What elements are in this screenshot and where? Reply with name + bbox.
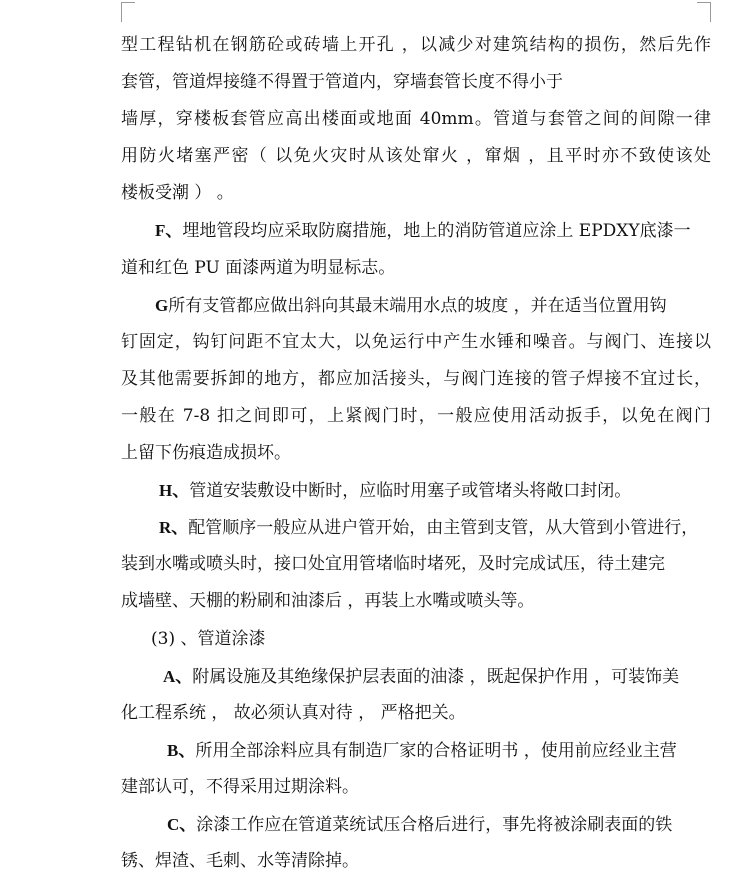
- section-heading: (3) 、管道涂漆: [151, 628, 266, 649]
- item-label-r: R、: [159, 518, 189, 538]
- item-label-g: G: [155, 295, 169, 315]
- text-line: 用防火堵塞严密（ 以免火灾时从该处窜火 ，窜烟 ，且平时亦不致使该处: [121, 146, 711, 167]
- paragraph-f-line: [121, 212, 711, 249]
- text-segment: 所有支管都应做出斜向其最末端用水点的坡度 ，并在适当位置用钩: [168, 295, 667, 316]
- item-label-a: A、: [163, 666, 193, 686]
- right-corner-mark-vertical: [710, 2, 711, 22]
- text-line: 墙厚，穿楼板套管应高出楼面或地面 40mm。管道与套管之间的间隙一律: [121, 109, 711, 130]
- paragraph-g-line: [121, 287, 711, 324]
- text-line: 及其他需要拆卸的地方，都应加活接头，与阀门连接的管子焊接不宜过长，: [121, 368, 711, 389]
- text-segment: 所用全部涂料应具有制造厂家的合格证明书 ，使用前应经业主营: [195, 740, 677, 761]
- text-line: 化工程系统 ， 故必须认真对待 ， 严格把关。: [121, 702, 466, 723]
- document-body: [121, 27, 711, 880]
- right-corner-mark-horizontal: [697, 2, 711, 3]
- page-corner-marks: [0, 2, 741, 22]
- text-line: 钉固定，钩钉问距不宜太大，以免运行中产生水锤和噪音。与阀门、连接以: [121, 331, 711, 352]
- paragraph-a-line: [121, 658, 711, 695]
- left-corner-mark-horizontal: [121, 2, 135, 3]
- item-label-c: C、: [167, 814, 197, 834]
- left-corner-mark-vertical: [121, 2, 122, 22]
- text-line: 型工程钻机在钢筋砼或砖墙上开孔 ，以减少对建筑结构的损伤，然后先作: [121, 35, 711, 55]
- text-segment: 涂漆工作应在管道菜统试压合格后进行，事先将被涂刷表面的铁: [196, 814, 673, 835]
- text-line: 锈、焊渣、毛刺、水等清除掉。: [121, 851, 359, 872]
- text-line: 成墙壁、天棚的粉刷和油漆后 ，再装上水嘴或喷头等。: [121, 591, 535, 612]
- text-line: 建部认可，不得采用过期涂料。: [121, 776, 359, 797]
- text-segment: 埋地管段均应采取防腐措施，地上的消防管道应涂上 EPDXY底漆一: [182, 221, 691, 242]
- item-label-h: H、: [159, 481, 190, 501]
- text-line: 楼板受潮 ） 。: [121, 183, 234, 204]
- text-line: 装到水嘴或喷头时，接口处宜用管堵临时堵死，及时完成试压，待土建完: [121, 554, 665, 575]
- text-line: 上留下伤痕造成损坏。: [121, 443, 291, 464]
- paragraph-r-line: [121, 509, 711, 546]
- text-segment: 管道安装敷设中断时，应临时用塞子或管堵头将敞口封闭。: [189, 481, 632, 502]
- text-segment: 附属设施及其绝缘保护层表面的油漆 ，既起保护作用 ，可装饰美: [192, 666, 680, 687]
- text-line: 套管，管道焊接缝不得置于管道内，穿墙套管长度不得小于: [121, 72, 563, 93]
- text-line: 一般在 7-8 扣之间即可，上紧阀门时，一般应使用活动扳手，以免在阀门: [121, 405, 711, 426]
- text-line: 道和红色 PU 面漆两道为明显标志。: [121, 257, 396, 278]
- paragraph-h-line: [121, 472, 711, 509]
- item-label-b: B、: [167, 740, 196, 760]
- text-segment: 配管顺序一般应从进户管开始，由主管到支管，从大管到小管进行，: [188, 518, 699, 539]
- paragraph-c-line: [121, 806, 711, 843]
- paragraph-b-line: [121, 732, 711, 769]
- item-label-f: F、: [155, 221, 183, 241]
